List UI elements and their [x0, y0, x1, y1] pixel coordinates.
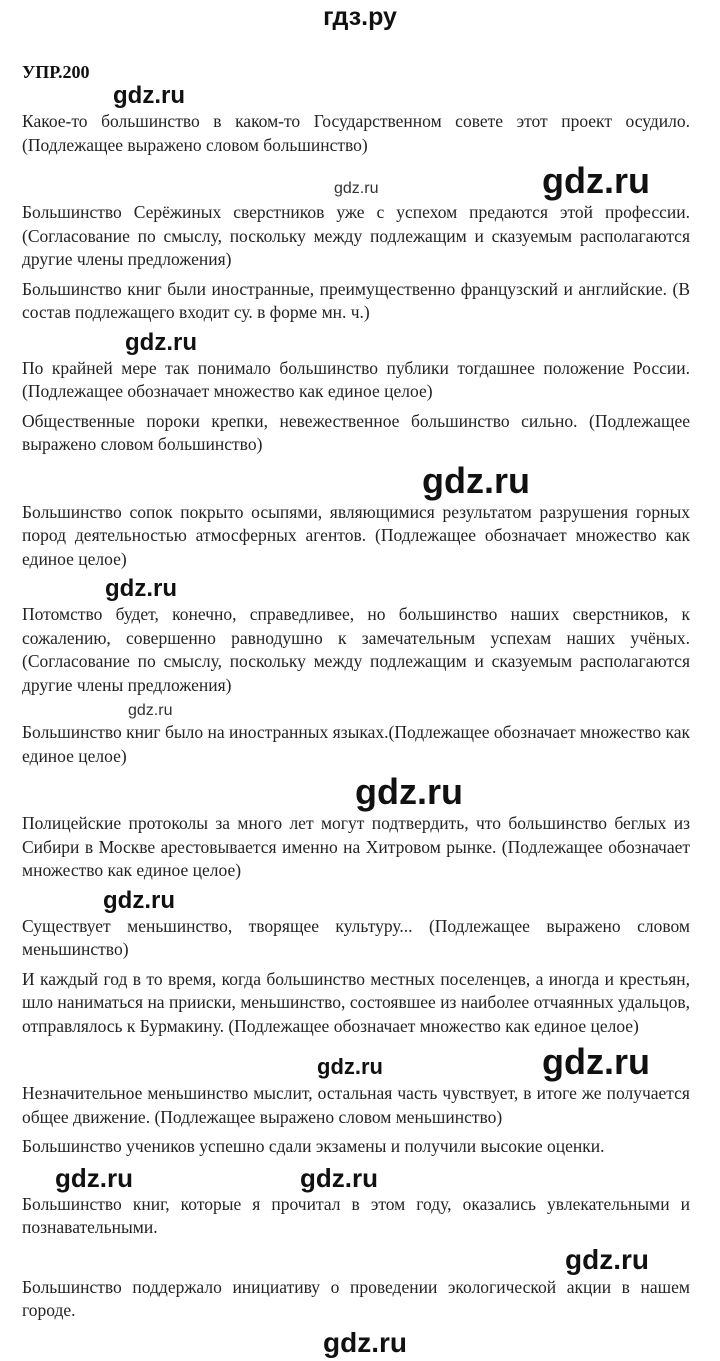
watermark-row	[22, 84, 690, 110]
watermark-row	[22, 771, 690, 812]
answer-paragraph: Большинство книг было на иностранных языках.(Подлежащее обозначает множество как единое целое)	[22, 722, 690, 766]
answer-paragraph: Большинство сопок покрыто осыпями, являющимися результатом разрушения горных пород деятельностью атмосферных агентов. (Подлежащее обозначает множество как единое целое)	[22, 501, 690, 569]
answer-paragraph: Какое-то большинство в каком-то Государственном совете этот проект осудило. (Подлежащее выражено словом большинство)	[22, 111, 690, 155]
watermark: gdz.ru	[317, 1054, 383, 1079]
site-header: гдз.ру	[323, 3, 397, 31]
watermark: gdz.ru	[323, 1326, 407, 1358]
watermark: gdz.ru	[103, 886, 175, 914]
answer-paragraph: По крайней мере так понимало большинство публики тогдашнее положение России. (Подлежащее обозначает множество как единое целое)	[22, 357, 690, 401]
watermark-row	[22, 1041, 690, 1082]
watermark: gdz.ru	[105, 575, 177, 602]
watermark: gdz.ru	[355, 771, 463, 812]
watermark-row	[22, 328, 690, 357]
answer-paragraph: Потомство будет, конечно, справедливее, но большинство наших сверстников, к сожалению, совершенно равнодушно к замечательным успехам наших учёных. (Согласование по смыслу, поскольку между подлежащим и сказуемым располагаются другие члены предложения)	[22, 604, 690, 695]
answer-paragraph: Общественные пороки крепки, невежественное большинство сильно. (Подлежащее выражено словом большинство)	[22, 410, 690, 454]
watermark: gdz.ru	[542, 1041, 650, 1082]
answer-paragraph: Большинство учеников успешно сдали экзамены и получили высокие оценки.	[22, 1136, 605, 1156]
watermark-row	[22, 1326, 690, 1361]
answer-paragraph: И каждый год в то время, когда большинство местных поселенцев, а иногда и крестьян, шло наниматься на прииски, меньшинство, состоявшее из наиболее отчаянных удальцов, отправлялось к Бурмакину. (Подлежащее обозначает множество как единое целое)	[22, 968, 690, 1036]
watermark: gdz.ru	[422, 459, 530, 501]
watermark-row	[22, 886, 690, 915]
watermark: gdz.ru	[300, 1162, 378, 1193]
watermark-row	[22, 459, 690, 501]
watermark: gdz.ru	[542, 160, 650, 201]
watermark: gdz.ru	[113, 82, 185, 109]
watermark-row	[22, 1243, 690, 1276]
answer-paragraph: Большинство книг были иностранные, преимущественно французский и английские. (В состав подлежащего входит су. в форме мн. ч.)	[22, 278, 690, 322]
answer-paragraph: Существует меньшинство, творящее культуру... (Подлежащее выражено словом меньшинство)	[22, 915, 690, 959]
watermark: gdz.ru	[128, 702, 173, 719]
watermark: gdz.ru	[55, 1162, 133, 1193]
watermark-row	[22, 703, 690, 721]
answer-paragraph: Незначительное меньшинство мыслит, остальная часть чувствует, в итоге же получается общее движение. (Подлежащее выражено словом меньшинство)	[22, 1083, 690, 1127]
document-body	[0, 60, 720, 1361]
answer-paragraph: Полицейские протоколы за много лет могут подтвердить, что большинство беглых из Сибири в Москве арестовывается именно на Хитровом рынке. (Подлежащее обозначает множество как единое целое)	[22, 813, 690, 880]
watermark-row	[22, 160, 690, 201]
watermark-row	[22, 1162, 690, 1193]
watermark: gdz.ru	[334, 180, 379, 197]
answer-paragraph: Большинство поддержало инициативу о проведении экологической акции в нашем городе.	[22, 1276, 690, 1320]
answer-paragraph: Большинство книг, которые я прочитал в этом году, оказались увлекательными и познавательными.	[22, 1193, 690, 1237]
watermark: gdz.ru	[125, 328, 197, 356]
watermark: gdz.ru	[565, 1243, 649, 1275]
exercise-title: УПР.200	[22, 62, 90, 82]
answer-paragraph: Большинство Серёжиных сверстников уже с успехом предаются этой профессии. (Согласование по смыслу, поскольку между подлежащим и сказуемым располагаются другие члены предложения)	[22, 202, 690, 269]
watermark-row	[22, 577, 690, 603]
